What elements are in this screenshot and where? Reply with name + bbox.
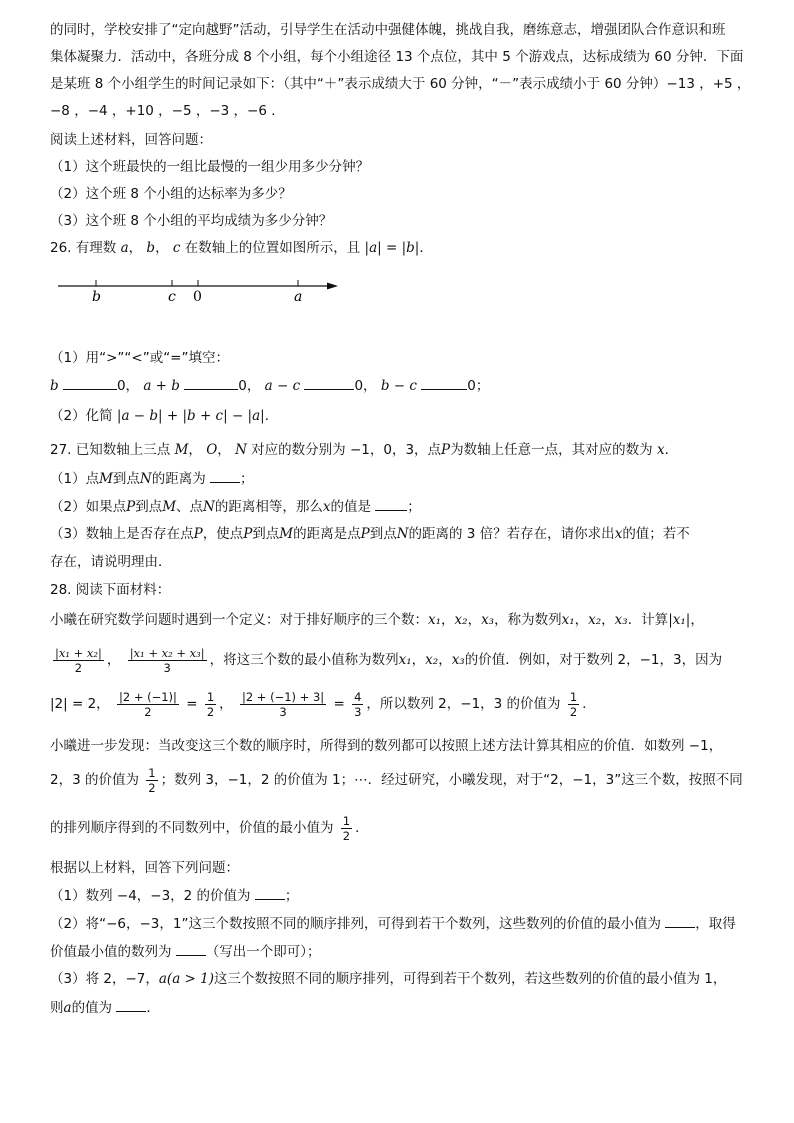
q27-s2-a: （2）如果点 (50, 499, 127, 515)
q27-s2-N: N (203, 499, 215, 515)
answer-blank-q28-1[interactable] (255, 885, 285, 900)
q28-s3-a: （3）将 2，−7， (50, 971, 159, 987)
fill-expr-4: b − c (380, 378, 417, 394)
q28-p6-a: 的排列顺序得到的不同数列中，价值的最小值为 (50, 820, 334, 836)
label-zero: 0 (193, 289, 202, 304)
q27-s3-P1: P (193, 526, 203, 542)
q26-part-1-intro: （1）用“>”“<”或“=”填空： (50, 350, 229, 366)
q28-sub-3-cont: 则a的值为 ． (50, 997, 750, 1018)
q28-s2-l2-a: 价值最小值的数列为 (50, 944, 172, 960)
x2: x₂ (454, 612, 468, 628)
answer-blank-3[interactable] (304, 375, 354, 390)
q28-para-4: 小曦进一步发现：当改变这三个数的顺序时，所得到的数列都可以按照上述方法计算其相应的价值．如数列 −1， (50, 738, 723, 754)
example-value-half: $\frac{1}{2}$ (569, 689, 578, 719)
q28-p1-c: ．计算 (627, 612, 669, 628)
q28-p5-a: 2，3 的价值为 (50, 772, 139, 788)
simplify-expression: |a − b| + |b + c| − |a| (116, 408, 265, 424)
q28-s2-b: ，取得 (695, 916, 736, 932)
q27-s1-M: M (99, 471, 113, 487)
q28-s3-b: 这三个数按照不同的顺序排列，可得到若干个数列，若这些数列的价值的最小值为 1， (214, 971, 727, 987)
var-a: a (120, 240, 129, 256)
q27-s3-P2: P (243, 526, 253, 542)
x1: x₁ (428, 612, 442, 628)
x3c: x₃ (451, 652, 465, 668)
fill-expr-3: a − c (264, 378, 301, 394)
example-fraction-1: $\frac{|2 + (-1)|}{2}$ (118, 689, 177, 719)
q25-sub-2: （2）这个班 8 个小组的达标率为多少？ (50, 186, 292, 202)
q26-part-2 (50, 406, 750, 426)
q27-s1-N: N (139, 471, 152, 487)
var-x: x (656, 442, 665, 458)
q28-title: 28. 阅读下面材料： (50, 582, 171, 598)
q27-s2-x: x (322, 499, 331, 515)
answer-blank-4[interactable] (421, 375, 467, 390)
q28-example: |2| = 2， $\frac{|2 + (-1)|}{2}$ = $\frac{1}{2}$ ， $\frac{|2 + (-1) + 3|}{3}$ = $\frac{4}{3}$ ，所以数列 2，−1，3 的价值为 $\frac{1}{2}$ ． (50, 689, 596, 719)
fraction-mean-three: $\frac{\text{|x₁ + x₂ + x₃|}}{3}$ (129, 645, 205, 675)
q27-s1-b: 到点 (112, 471, 140, 487)
q27-stem-tail: 为数轴上任意一点，其对应的数为 (450, 442, 653, 458)
fraction-mean-two: $\frac{\text{|x₁ + x₂|}}{2}$ (55, 645, 102, 675)
q26-stem-mid: 在数轴上的位置如图所示，且 (184, 240, 361, 256)
point-P: P (441, 442, 451, 458)
point-O: O (206, 442, 218, 458)
label-c: c (168, 289, 176, 304)
q28-sub-2 (50, 913, 750, 934)
q28-p1-b: ，称为数列 (494, 612, 562, 628)
arrow-head-icon (327, 283, 338, 290)
example-result-1: $\frac{1}{2}$ (206, 689, 215, 719)
fill-sep-4: 0； (467, 378, 490, 394)
answer-blank-q28-2b[interactable] (176, 941, 206, 956)
q27-sub-2: （2）如果点P到点M、点N的距离相等，那么x的值是 ； (50, 496, 750, 517)
q25-read-prompt: 阅读上述材料，回答问题： (50, 132, 212, 148)
q28-sub-3 (50, 969, 750, 989)
var-c: c (172, 240, 181, 256)
fill-expr-2: a + b (143, 378, 180, 394)
q27-s3-b: ，使点 (202, 526, 244, 542)
x2c: x₂ (425, 652, 439, 668)
q28-sub-2-cont (50, 941, 750, 962)
q27-sub-3-cont: 存在，请说明理由． (50, 554, 172, 570)
answer-blank-q27-1[interactable] (210, 468, 240, 483)
q28-s2-l2-b: （写出一个即可）； (205, 944, 321, 960)
q27-sub-1: （1）点M到点N的距离为 ； (50, 468, 750, 489)
answer-blank-2[interactable] (184, 375, 238, 390)
q25-sub-3: （3）这个班 8 个小组的平均成绩为多少分钟？ (50, 213, 333, 229)
condition-a: a(a > 1) (158, 971, 214, 987)
q28-p5-b: ；数列 3，−1，2 的价值为 1；⋯．经过研究，小曦发现，对于“2，−1，3”这三个数，按照不同 (160, 772, 743, 788)
q28-p2-a: ，将这三个数的最小值称为数列 (209, 652, 399, 668)
q26-fill-row (50, 375, 750, 396)
x1b: x₁ (561, 612, 575, 628)
q27-s3-d: 的距离是点 (293, 526, 361, 542)
q26-part-2-lead: （2）化简 (50, 408, 113, 424)
fill-sep-2: 0， (238, 378, 261, 394)
q26-stem: 26. 有理数 a， b， c 在数轴上的位置如图所示，且 |a| = |b|． (50, 240, 433, 256)
label-b: b (92, 289, 101, 304)
q26-stem-lead: 26. 有理数 (50, 240, 117, 256)
point-M: M (174, 442, 189, 458)
answer-blank-q28-2a[interactable] (665, 913, 695, 928)
abs-x1: |x₁| (668, 612, 691, 628)
q28-s1-text: （1）数列 −4，−3，2 的价值为 (50, 888, 251, 904)
q25-sub-1: （1）这个班最快的一组比最慢的一组少用多少分钟？ (50, 159, 370, 175)
example-result-2: $\frac{4}{3}$ (354, 689, 362, 719)
x2b: x₂ (588, 612, 602, 628)
q25-line-2: 集体凝聚力．活动中，各班分成 8 个小组，每个小组途径 13 个点位，其中 5 个游戏点，达标成绩为 60 分钟．下面 (50, 49, 744, 65)
fill-sep-3: 0， (354, 378, 377, 394)
q27-s3-c: 到点 (252, 526, 280, 542)
q28-ask: 根据以上材料，回答下列问题： (50, 860, 239, 876)
q27-s3-e: 到点 (369, 526, 397, 542)
label-a: a (294, 289, 303, 304)
q28-para-5 (50, 764, 750, 796)
q27-s2-b: 到点 (135, 499, 163, 515)
fill-expr-1: b (50, 378, 59, 394)
q28-para-2: $\frac{\text{|x₁ + x₂|}}{2}$ ， $\frac{\text{|x₁ + x₂ + x₃|}}{3}$ ，将这三个数的最小值称为数列x₁，x₂，x₃的价值．例如，对于数列 2，−1，3，因为 (55, 645, 723, 675)
q27-sub-3 (50, 524, 750, 544)
fill-sep-1: 0， (116, 378, 140, 394)
q27-stem: 27. 已知数轴上三点 M， O， N 对应的数分别为 −1，0，3，点P为数轴上任意一点，其对应的数为 x． (50, 442, 679, 458)
q27-s3-f: 的距离的 3 倍？若存在，请你求出 (408, 526, 615, 542)
answer-blank-1[interactable] (63, 375, 117, 390)
q27-s3-N: N (396, 526, 409, 542)
q27-s3-a: （3）数轴上是否存在点 (50, 526, 194, 542)
abs-equation: |a| = |b| (364, 240, 420, 256)
answer-blank-q27-2[interactable] (375, 496, 407, 511)
q28-para-6: 的排列顺序得到的不同数列中，价值的最小值为 $\frac{1}{2}$ ． (50, 813, 369, 843)
value-half-2: $\frac{1}{2}$ (148, 765, 156, 795)
point-N: N (235, 442, 247, 458)
value-half-3: $\frac{1}{2}$ (342, 813, 351, 843)
q28-para-1: 小曦在研究数学问题时遇到一个定义：对于排好顺序的三个数：x₁，x₂，x₃，称为数列x₁，x₂，x₃．计算|x₁|， (50, 612, 704, 628)
x1c: x₁ (398, 652, 412, 668)
q28-p2-b: 的价值．例如，对于数列 2，−1，3，因为 (464, 652, 723, 668)
q28-s2-a: （2）将“−6，−3，1”这三个数按照不同的顺序排列，可得到若干个数列，这些数列的价值的最小值为 (50, 916, 661, 932)
q27-s1-c: 的距离为 (151, 471, 206, 487)
q25-line-1: 的同时，学校安排了“定向越野”活动，引导学生在活动中强健体魄，挑战自我，磨练意志，增强团队合作意识和班 (50, 22, 726, 38)
q26-stem-end: ． (419, 240, 433, 256)
q27-s2-P: P (126, 499, 136, 515)
x3: x₃ (481, 612, 495, 628)
q27-stem-lead: 27. 已知数轴上三点 (50, 442, 171, 458)
x3b: x₃ (614, 612, 628, 628)
q28-s3-l2-b: 的值为 (71, 1000, 113, 1016)
q28-s3-l2-a: 则 (50, 1000, 64, 1016)
q27-s3-M: M (279, 526, 294, 542)
q27-s1-a: （1）点 (50, 471, 100, 487)
q27-s2-c: 、点 (176, 499, 204, 515)
q27-s2-e: 的值是 (330, 499, 371, 515)
q26-part-2-end: ． (264, 408, 279, 424)
example-abs: |2| = 2 (50, 696, 97, 712)
q27-s3-P3: P (360, 526, 370, 542)
q25-line-3: 是某班 8 个小组学生的时间记录如下：（其中“＋”表示成绩大于 60 分钟，“－”表示成绩小于 60 分钟）−13 ，+5 ， (50, 76, 751, 92)
q28-sub-1: （1）数列 −4，−3，2 的价值为 ； (50, 885, 750, 906)
q27-s3-x: x (614, 526, 623, 542)
answer-blank-q28-3[interactable] (116, 997, 146, 1012)
q27-s3-g: 的值；若不 (622, 526, 690, 542)
var-b: b (146, 240, 156, 256)
example-tail: ，所以数列 2，−1，3 的价值为 (366, 696, 561, 712)
q25-line-4: −8 ，−4 ，+10 ，−5 ，−3 ，−6 ． (50, 103, 285, 119)
q27-s2-M: M (162, 499, 177, 515)
q28-var-a: a (63, 1000, 72, 1016)
q27-stem-mid: 对应的数分别为 −1，0，3，点 (251, 442, 442, 458)
q28-p1-a: 小曦在研究数学问题时遇到一个定义：对于排好顺序的三个数： (50, 612, 428, 628)
q27-s2-d: 的距离相等，那么 (214, 499, 323, 515)
number-line (50, 268, 350, 304)
example-fraction-2: $\frac{|2 + (-1) + 3|}{3}$ (241, 689, 325, 719)
